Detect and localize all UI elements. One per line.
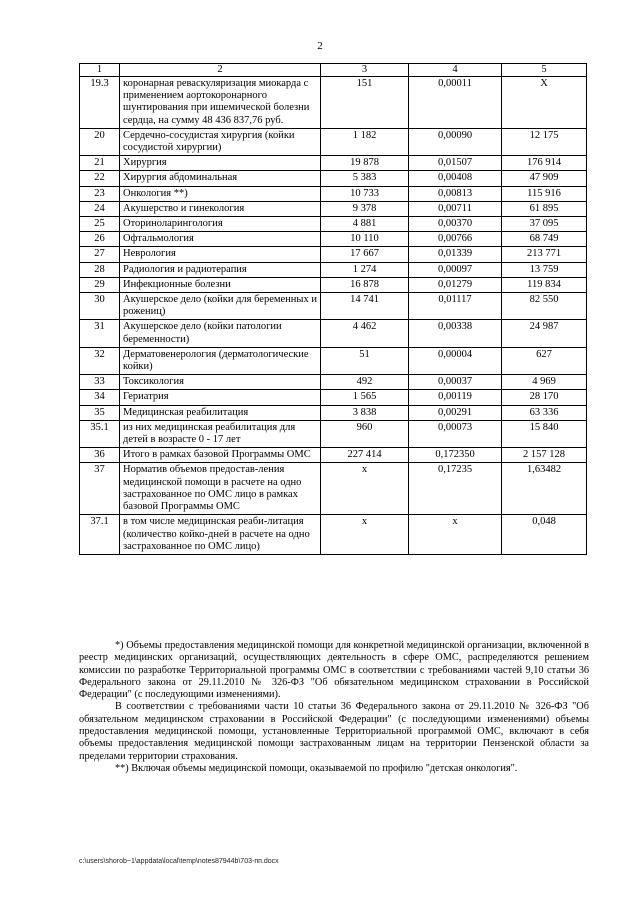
table-row xyxy=(80,262,587,277)
row-name: Акушерство и гинекология xyxy=(120,201,321,216)
row-value-col3: 1 565 xyxy=(321,390,409,405)
row-value-col4: 0,00004 xyxy=(409,347,502,374)
row-name: Итого в рамках базовой Программы ОМС xyxy=(120,448,321,463)
table-row xyxy=(80,420,587,447)
table-row xyxy=(80,156,587,171)
row-value-col5: 13 759 xyxy=(502,262,587,277)
table-row xyxy=(80,247,587,262)
page-number: 2 xyxy=(317,40,323,52)
column-header: 1 xyxy=(80,64,120,77)
row-value-col4: 0,00370 xyxy=(409,217,502,232)
row-name: в том числе медицинская реаби-литация (количество койко-дней в расчете на одно застрахованное по ОМС лицо) xyxy=(120,515,321,555)
row-number: 26 xyxy=(80,232,120,247)
table-row xyxy=(80,293,587,320)
table-row xyxy=(80,375,587,390)
row-value-col5: 4 969 xyxy=(502,375,587,390)
table-row xyxy=(80,201,587,216)
row-value-col4: 0,00408 xyxy=(409,171,502,186)
table-row xyxy=(80,390,587,405)
table-row xyxy=(80,277,587,292)
table-row xyxy=(80,347,587,374)
row-value-col4: 0,00037 xyxy=(409,375,502,390)
row-value-col3: 10 733 xyxy=(321,186,409,201)
row-value-col4: 0,00073 xyxy=(409,420,502,447)
row-number: 29 xyxy=(80,277,120,292)
row-value-col5: 627 xyxy=(502,347,587,374)
row-number: 37 xyxy=(80,463,120,515)
row-value-col5: 61 895 xyxy=(502,201,587,216)
row-value-col3: 960 xyxy=(321,420,409,447)
row-value-col5: 68 749 xyxy=(502,232,587,247)
row-value-col4: 0,00090 xyxy=(409,128,502,155)
volumes-table xyxy=(79,63,587,555)
row-value-col5: 47 909 xyxy=(502,171,587,186)
row-number: 34 xyxy=(80,390,120,405)
table-row xyxy=(80,77,587,129)
table-row xyxy=(80,232,587,247)
row-value-col4: 0,00813 xyxy=(409,186,502,201)
row-value-col4: 0,00011 xyxy=(409,77,502,129)
row-value-col4: 0,00338 xyxy=(409,320,502,347)
row-number: 30 xyxy=(80,293,120,320)
row-value-col3: 5 383 xyxy=(321,171,409,186)
row-number: 32 xyxy=(80,347,120,374)
row-value-col4: 0,01117 xyxy=(409,293,502,320)
row-number: 23 xyxy=(80,186,120,201)
row-number: 28 xyxy=(80,262,120,277)
row-number: 36 xyxy=(80,448,120,463)
row-number: 31 xyxy=(80,320,120,347)
table-header-row xyxy=(80,64,587,77)
row-value-col4: 0,01339 xyxy=(409,247,502,262)
row-value-col4: 0,01507 xyxy=(409,156,502,171)
file-path: c:\users\shorob~1\appdata\local\temp\notes87944b\703-пп.docx xyxy=(79,858,279,865)
row-value-col3: 227 414 xyxy=(321,448,409,463)
row-name: Акушерское дело (койки патологии беременности) xyxy=(120,320,321,347)
row-number: 24 xyxy=(80,201,120,216)
row-number: 20 xyxy=(80,128,120,155)
row-name: коронарная реваскуляризация миокарда с применением аортокоронарного шунтирования при ишемической болезни сердца, на сумму 48 436 837,76 руб. xyxy=(120,77,321,129)
row-number: 22 xyxy=(80,171,120,186)
row-name: Офтальмология xyxy=(120,232,321,247)
footnotes xyxy=(79,640,589,775)
table-row xyxy=(80,171,587,186)
row-value-col4: 0,00291 xyxy=(409,405,502,420)
row-value-col5: 213 771 xyxy=(502,247,587,262)
row-name: Радиология и радиотерапия xyxy=(120,262,321,277)
row-value-col5: 115 916 xyxy=(502,186,587,201)
row-name: Инфекционные болезни xyxy=(120,277,321,292)
row-value-col4: 0,00711 xyxy=(409,201,502,216)
row-number: 37.1 xyxy=(80,515,120,555)
table-row xyxy=(80,405,587,420)
row-value-col4: 0,17235 xyxy=(409,463,502,515)
row-value-col3: 51 xyxy=(321,347,409,374)
row-name: из них медицинская реабилитация для детей в возрасте 0 - 17 лет xyxy=(120,420,321,447)
row-value-col3: 16 878 xyxy=(321,277,409,292)
table-row xyxy=(80,448,587,463)
row-value-col4: 0,01279 xyxy=(409,277,502,292)
row-value-col5: 63 336 xyxy=(502,405,587,420)
row-number: 27 xyxy=(80,247,120,262)
row-name: Хирургия xyxy=(120,156,321,171)
table-row xyxy=(80,186,587,201)
row-value-col3: 1 182 xyxy=(321,128,409,155)
row-value-col3: 4 881 xyxy=(321,217,409,232)
row-name: Хирургия абдоминальная xyxy=(120,171,321,186)
row-name: Сердечно-сосудистая хирургия (койки сосудистой хирургии) xyxy=(120,128,321,155)
column-header: 3 xyxy=(321,64,409,77)
row-name: Медицинская реабилитация xyxy=(120,405,321,420)
row-name: Акушерское дело (койки для беременных и рожениц) xyxy=(120,293,321,320)
row-name: Неврология xyxy=(120,247,321,262)
row-value-col3: 9 378 xyxy=(321,201,409,216)
row-value-col4: х xyxy=(409,515,502,555)
row-value-col5: 24 987 xyxy=(502,320,587,347)
row-value-col3: 14 741 xyxy=(321,293,409,320)
row-value-col4: 0,00766 xyxy=(409,232,502,247)
row-value-col5: 119 834 xyxy=(502,277,587,292)
table-row xyxy=(80,320,587,347)
row-name: Норматив объемов предостав-ления медицинской помощи в расчете на одно застрахованное по ОМС лицо в рамках базовой Программы ОМС xyxy=(120,463,321,515)
row-value-col3: 492 xyxy=(321,375,409,390)
footnote-2: В соответствии с требованиями части 10 статьи 36 Федерального закона от 29.11.2010 № 326-ФЗ "Об обязательном медицинском страховании в Российской Федерации" (с последующими изменениями) объемы предоставления медицинской помощи, установленные Территориальной программой ОМС, включают в себя объемы предоставления медицинской помощи застрахованным лицам на территории Пензенской области за пределами территории страхования. xyxy=(79,701,589,762)
row-value-col5: Х xyxy=(502,77,587,129)
column-header: 4 xyxy=(409,64,502,77)
row-number: 21 xyxy=(80,156,120,171)
row-number: 35.1 xyxy=(80,420,120,447)
row-value-col5: 82 550 xyxy=(502,293,587,320)
table-row xyxy=(80,463,587,515)
row-value-col5: 2 157 128 xyxy=(502,448,587,463)
table-row xyxy=(80,217,587,232)
row-value-col3: 17 667 xyxy=(321,247,409,262)
table-row xyxy=(80,128,587,155)
row-number: 19.3 xyxy=(80,77,120,129)
row-value-col4: 0,00097 xyxy=(409,262,502,277)
row-name: Онкология **) xyxy=(120,186,321,201)
column-header: 5 xyxy=(502,64,587,77)
row-name: Оториноларингология xyxy=(120,217,321,232)
row-value-col3: 151 xyxy=(321,77,409,129)
row-value-col5: 1,63482 xyxy=(502,463,587,515)
row-value-col5: 37 095 xyxy=(502,217,587,232)
row-number: 25 xyxy=(80,217,120,232)
row-name: Гериатрия xyxy=(120,390,321,405)
row-value-col3: 3 838 xyxy=(321,405,409,420)
row-value-col3: 1 274 xyxy=(321,262,409,277)
row-value-col3: 10 110 xyxy=(321,232,409,247)
row-value-col5: 0,048 xyxy=(502,515,587,555)
row-name: Дерматовенерология (дерматологические койки) xyxy=(120,347,321,374)
row-value-col3: х xyxy=(321,463,409,515)
row-value-col5: 176 914 xyxy=(502,156,587,171)
row-value-col5: 28 170 xyxy=(502,390,587,405)
row-value-col3: 4 462 xyxy=(321,320,409,347)
footnote-3: **) Включая объемы медицинской помощи, оказываемой по профилю "детская онкология". xyxy=(115,762,518,774)
table-row xyxy=(80,515,587,555)
table-body xyxy=(80,77,587,555)
row-value-col4: 0,172350 xyxy=(409,448,502,463)
row-number: 33 xyxy=(80,375,120,390)
row-value-col5: 12 175 xyxy=(502,128,587,155)
row-value-col3: 19 878 xyxy=(321,156,409,171)
row-value-col3: х xyxy=(321,515,409,555)
column-header: 2 xyxy=(120,64,321,77)
row-name: Токсикология xyxy=(120,375,321,390)
row-number: 35 xyxy=(80,405,120,420)
row-value-col5: 15 840 xyxy=(502,420,587,447)
row-value-col4: 0,00119 xyxy=(409,390,502,405)
footnote-1: *) Объемы предоставления медицинской помощи для конкретной медицинской организации, включенной в реестр медицинских организаций, осуществляющих деятельность в сфере ОМС, распределяются решением комиссии по разработке Территориальной программы ОМС в соответствии с требованиями частей 9,10 статьи 36 Федерального закона от 29.11.2010 № 326-ФЗ "Об обязательном медицинском страховании в Российской Федерации" (с последующими изменениями). xyxy=(79,640,589,701)
